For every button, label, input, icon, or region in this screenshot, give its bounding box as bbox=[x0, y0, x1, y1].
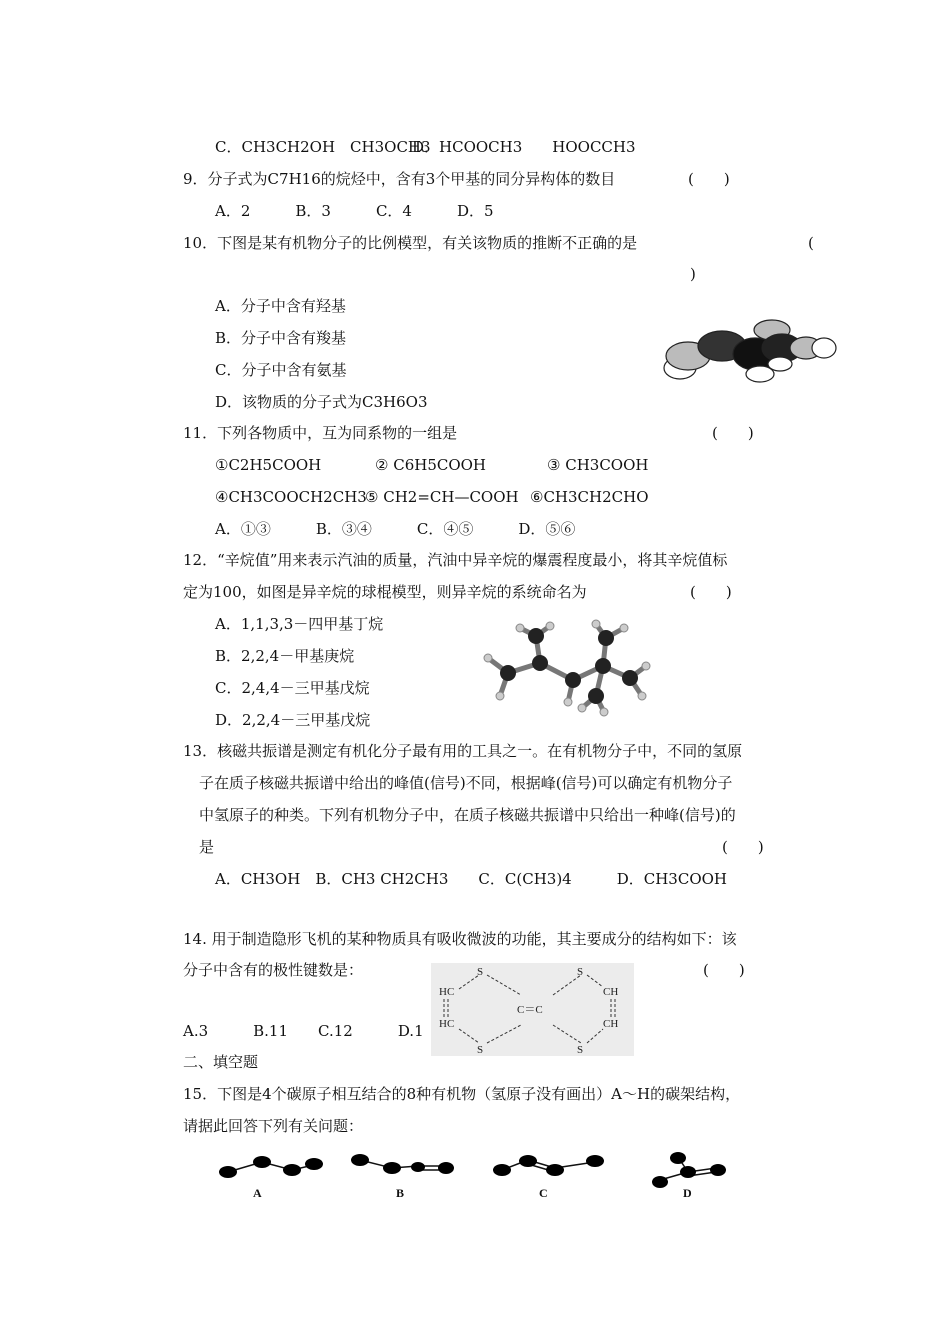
molecule-structure-figure bbox=[431, 963, 634, 1056]
q12-option-d: D．2,2,4－三甲基戊烷 bbox=[215, 711, 371, 729]
q13-line-2: 子在质子核磁共振谱中给出的峰值(信号)不同，根据峰(信号)可以确定有机物分子 bbox=[199, 774, 733, 792]
q15-line-1: 15．下图是4个碳原子相互结合的8种有机物（氢原子没有画出）A～H的碳架结构， bbox=[183, 1085, 741, 1103]
q14-options: A.3 B.11 C.12 D.1 bbox=[183, 1022, 424, 1040]
caption-c: C bbox=[539, 1186, 548, 1200]
q11-options: A．①③ B．③④ C．④⑤ D．⑤⑥ bbox=[215, 520, 576, 538]
q8-option-d: D．HCOOCH3 HOOCCH3 bbox=[412, 138, 636, 156]
hc-label: HC bbox=[439, 986, 455, 998]
q10-option-c: C．分子中含有氨基 bbox=[215, 361, 347, 379]
q8-option-c: C．CH3CH2OH CH3OCH3 bbox=[215, 138, 431, 156]
carbon-skeleton-figures bbox=[210, 1150, 730, 1205]
q11-stem: 11．下列各物质中，互为同系物的一组是 bbox=[183, 424, 458, 442]
q9-options: A．2 B．3 C．4 D．5 bbox=[215, 202, 494, 220]
sulfur-label: S bbox=[477, 966, 484, 978]
q9-answer-paren: ( ) bbox=[688, 170, 730, 188]
sulfur-label: S bbox=[577, 1044, 584, 1056]
caption-a: A bbox=[253, 1186, 262, 1200]
section-heading-fill-in: 二、填空题 bbox=[183, 1053, 259, 1071]
q10-option-d: D．该物质的分子式为C3H6O3 bbox=[215, 393, 428, 411]
q11-item-6: ⑥CH3CH2CHO bbox=[530, 488, 649, 506]
q10-paren-close: ) bbox=[690, 265, 696, 283]
q15-line-2: 请据此回答下列有关问题： bbox=[183, 1117, 364, 1135]
q10-paren-open: ( bbox=[808, 234, 814, 252]
q10-option-a: A．分子中含有羟基 bbox=[215, 297, 346, 315]
q13-answer-paren: ( ) bbox=[722, 838, 764, 856]
ch-label: CH bbox=[603, 1018, 619, 1030]
ch-label: CH bbox=[603, 986, 619, 998]
q9-stem: 9．分子式为C7H16的烷烃中，含有3个甲基的同分异构体的数目 bbox=[183, 170, 616, 188]
q12-option-c: C．2,4,4－三甲基戊烷 bbox=[215, 679, 370, 697]
caption-b: B bbox=[396, 1186, 405, 1200]
q14-answer-paren: ( ) bbox=[703, 961, 745, 979]
sulfur-label: S bbox=[577, 966, 584, 978]
double-bond-label: C＝C bbox=[517, 1004, 543, 1016]
q13-line-4: 是 bbox=[199, 838, 215, 856]
caption-d: D bbox=[683, 1186, 692, 1200]
q13-line-1: 13．核磁共振谱是测定有机化分子最有用的工具之一。在有机物分子中，不同的氢原 bbox=[183, 742, 743, 760]
q12-answer-paren: ( ) bbox=[690, 583, 732, 601]
q14-line-1: 14. 用于制造隐形飞机的某种物质具有吸收微波的功能，其主要成分的结构如下：该 bbox=[183, 930, 737, 948]
space-filling-model-figure bbox=[660, 318, 840, 383]
q12-option-a: A．1,1,3,3－四甲基丁烷 bbox=[215, 615, 384, 633]
sulfur-label: S bbox=[477, 1044, 484, 1056]
hc-label: HC bbox=[439, 1018, 455, 1030]
q11-item-1: ①C2H5COOH bbox=[215, 456, 322, 474]
q11-answer-paren: ( ) bbox=[712, 424, 754, 442]
q10-stem: 10．下图是某有机物分子的比例模型，有关该物质的推断不正确的是 bbox=[183, 234, 638, 252]
q10-option-b: B．分子中含有羧基 bbox=[215, 329, 347, 347]
q14-line-2: 分子中含有的极性键数是： bbox=[183, 961, 364, 979]
q11-item-2: ② C6H5COOH bbox=[375, 456, 487, 474]
q13-options: A．CH3OH B．CH3 CH2CH3 C．C(CH3)4 D．CH3COOH bbox=[215, 870, 727, 888]
q12-line-2: 定为100，如图是异辛烷的球棍模型，则异辛烷的系统命名为 bbox=[183, 583, 587, 601]
q11-item-5: ⑤ CH2=CH—COOH bbox=[365, 488, 519, 506]
q12-line-1: 12．“辛烷值”用来表示汽油的质量，汽油中异辛烷的爆震程度最小，将其辛烷值标 bbox=[183, 551, 728, 569]
q11-item-3: ③ CH3COOH bbox=[547, 456, 649, 474]
q12-option-b: B．2,2,4－甲基庚烷 bbox=[215, 647, 355, 665]
q13-line-3: 中氢原子的种类。下列有机物分子中，在质子核磁共振谱中只给出一种峰(信号)的 bbox=[199, 806, 736, 824]
q11-item-4: ④CH3COOCH2CH3 bbox=[215, 488, 367, 506]
ball-and-stick-model-figure bbox=[478, 618, 658, 718]
